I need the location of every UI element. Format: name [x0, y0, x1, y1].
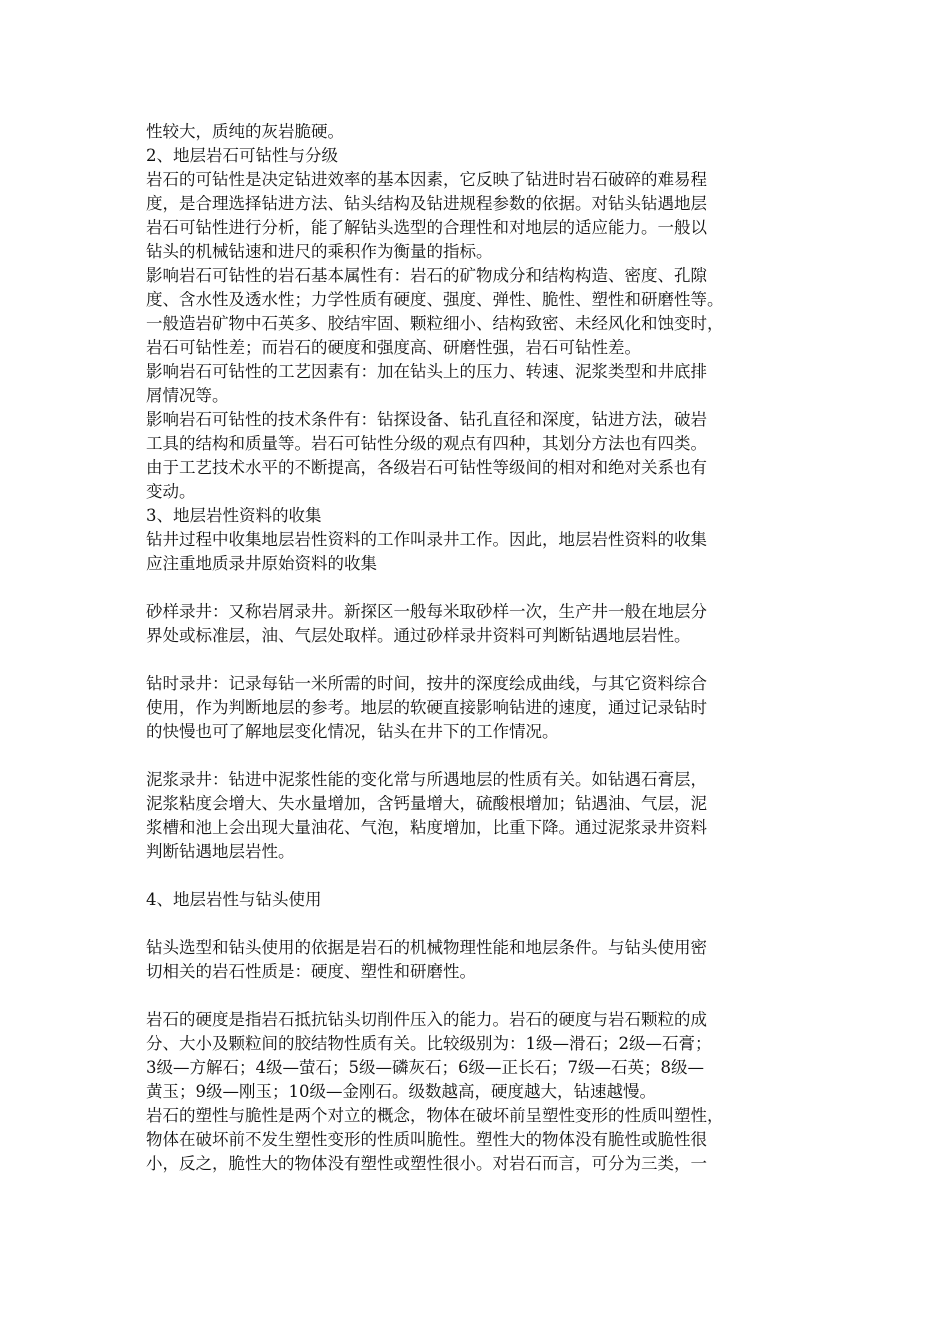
text-line: 岩石的塑性与脆性是两个对立的概念，物体在破坏前呈塑性变形的性质叫塑性，	[146, 1106, 724, 1125]
text-line: 泥浆录井：钻进中泥浆性能的变化常与所遇地层的性质有关。如钻遇石膏层，	[146, 770, 707, 789]
text-line: 度、含水性及透水性；力学性质有硬度、强度、弹性、脆性、塑性和研磨性等。	[146, 290, 724, 309]
text-line: 使用，作为判断地层的参考。地层的软硬直接影响钻进的速度，通过记录钻时	[146, 698, 707, 717]
text-line: 工具的结构和质量等。岩石可钻性分级的观点有四种，其划分方法也有四类。	[146, 434, 707, 453]
text-line: 钻头的机械钻速和进尺的乘积作为衡量的指标。	[146, 242, 493, 261]
text-line: 黄玉；9级—刚玉；10级—金刚石。级数越高，硬度越大，钻速越慢。	[146, 1082, 656, 1101]
text-line: 钻井过程中收集地层岩性资料的工作叫录井工作。因此，地层岩性资料的收集	[146, 530, 707, 549]
text-line: 的快慢也可了解地层变化情况，钻头在井下的工作情况。	[146, 722, 559, 741]
paragraph	[146, 672, 806, 744]
text-line: 小，反之，脆性大的物体没有塑性或塑性很小。对岩石而言，可分为三类，一	[146, 1154, 707, 1173]
text-line: 钻时录井：记录每钻一米所需的时间，按井的深度绘成曲线，与其它资料综合	[146, 674, 707, 693]
text-line: 屑情况等。	[146, 386, 229, 405]
text-line: 界处或标准层，油、气层处取样。通过砂样录井资料可判断钻遇地层岩性。	[146, 626, 691, 645]
paragraph	[146, 528, 806, 576]
text-line: 砂样录井：又称岩屑录井。新探区一般每米取砂样一次，生产井一般在地层分	[146, 602, 707, 621]
paragraph	[146, 768, 806, 864]
text-line: 影响岩石可钻性的岩石基本属性有：岩石的矿物成分和结构构造、密度、孔隙	[146, 266, 707, 285]
text-line: 变动。	[146, 482, 196, 501]
paragraph	[146, 600, 806, 648]
text-line: 浆槽和池上会出现大量油花、气泡，粘度增加，比重下降。通过泥浆录井资料	[146, 818, 707, 837]
text-line: 影响岩石可钻性的工艺因素有：加在钻头上的压力、转速、泥浆类型和井底排	[146, 362, 707, 381]
paragraph-spacer	[146, 648, 806, 672]
text-line: 岩石可钻性差；而岩石的硬度和强度高、研磨性强，岩石可钻性差。	[146, 338, 641, 357]
paragraph-spacer	[146, 744, 806, 768]
paragraph	[146, 360, 806, 408]
text-line: 泥浆粘度会增大、失水量增加，含钙量增大，硫酸根增加；钻遇油、气层，泥	[146, 794, 707, 813]
paragraph-spacer	[146, 984, 806, 1008]
text-line: 物体在破坏前不发生塑性变形的性质叫脆性。塑性大的物体没有脆性或脆性很	[146, 1130, 707, 1149]
text-line: 分、大小及颗粒间的胶结物性质有关。比较级别为：1级—滑石；2级—石膏；	[146, 1034, 712, 1053]
paragraph	[146, 936, 806, 984]
text-line: 切相关的岩石性质是：硬度、塑性和研磨性。	[146, 962, 476, 981]
section-heading	[146, 144, 806, 168]
text-line: 岩石可钻性进行分析，能了解钻头选型的合理性和对地层的适应能力。一般以	[146, 218, 707, 237]
text-line: 由于工艺技术水平的不断提高，各级岩石可钻性等级间的相对和绝对关系也有	[146, 458, 707, 477]
paragraph	[146, 408, 806, 504]
paragraph-spacer	[146, 576, 806, 600]
text-line: 性较大，质纯的灰岩脆硬。	[146, 122, 344, 141]
paragraph	[146, 120, 806, 144]
text-line: 影响岩石可钻性的技术条件有：钻探设备、钻孔直径和深度，钻进方法，破岩	[146, 410, 707, 429]
text-line: 判断钻遇地层岩性。	[146, 842, 295, 861]
text-line: 岩石的可钻性是决定钻进效率的基本因素，它反映了钻进时岩石破碎的难易程	[146, 170, 707, 189]
text-line: 一般造岩矿物中石英多、胶结牢固、颗粒细小、结构致密、未经风化和蚀变时，	[146, 314, 724, 333]
text-line: 钻头选型和钻头使用的依据是岩石的机械物理性能和地层条件。与钻头使用密	[146, 938, 707, 957]
text-line: 岩石的硬度是指岩石抵抗钻头切削件压入的能力。岩石的硬度与岩石颗粒的成	[146, 1010, 707, 1029]
document-body	[146, 120, 806, 1176]
section-heading	[146, 888, 806, 912]
paragraph-spacer	[146, 864, 806, 888]
paragraph-spacer	[146, 912, 806, 936]
paragraph	[146, 264, 806, 360]
text-line: 度，是合理选择钻进方法、钻头结构及钻进规程参数的依据。对钻头钻遇地层	[146, 194, 707, 213]
paragraph	[146, 168, 806, 264]
text-line: 3级—方解石；4级—萤石；5级—磷灰石；6级—正长石；7级—石英；8级—	[146, 1058, 704, 1077]
text-line: 应注重地质录井原始资料的收集	[146, 554, 377, 573]
text-line: 4、地层岩性与钻头使用	[146, 890, 322, 909]
section-heading	[146, 504, 806, 528]
paragraph	[146, 1104, 806, 1176]
text-line: 2、地层岩石可钻性与分级	[146, 146, 338, 165]
text-line: 3、地层岩性资料的收集	[146, 506, 322, 525]
paragraph	[146, 1008, 806, 1104]
